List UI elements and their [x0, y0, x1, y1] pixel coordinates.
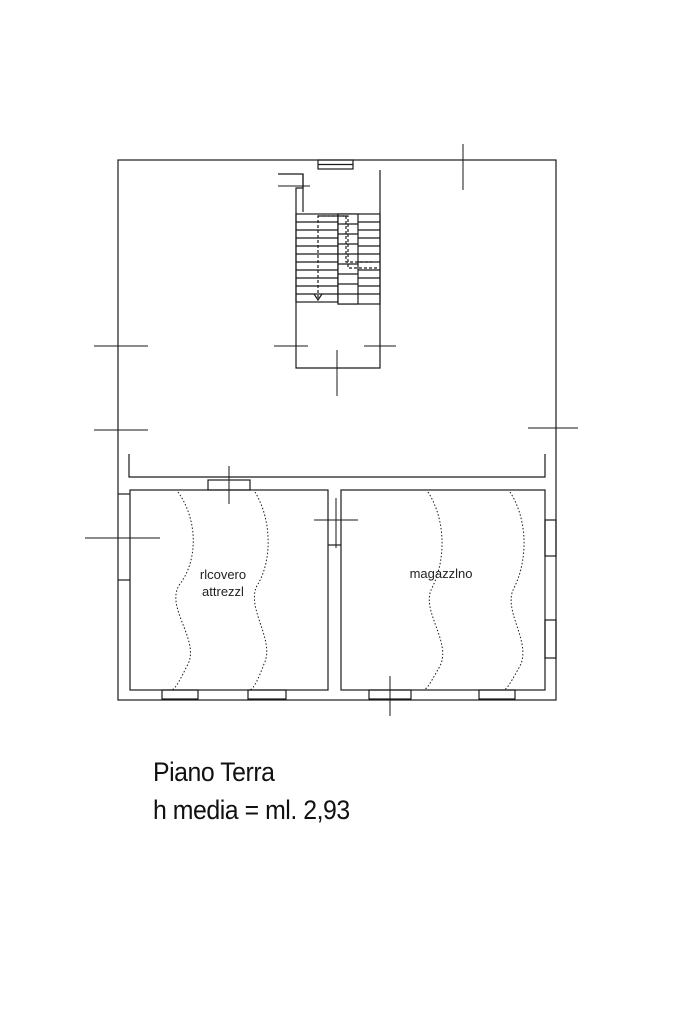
- window-top: [318, 160, 353, 169]
- room-label-ricovero: [188, 566, 258, 600]
- vault-lines-magazzino: [424, 492, 524, 690]
- room-label-magazzino: [402, 565, 480, 582]
- room-label-ricovero-line1: rlcovero: [199, 567, 247, 582]
- room-label-magazzino-line1: magazzlno: [409, 566, 473, 581]
- room-label-ricovero-line2: attrezzl: [202, 584, 244, 599]
- staircase: [278, 170, 380, 368]
- caption-title: Piano Terra: [153, 757, 275, 787]
- outer-walls: [118, 160, 556, 700]
- caption-height-note: h media = ml. 2,93: [153, 795, 350, 825]
- dividing-wall: [129, 454, 545, 477]
